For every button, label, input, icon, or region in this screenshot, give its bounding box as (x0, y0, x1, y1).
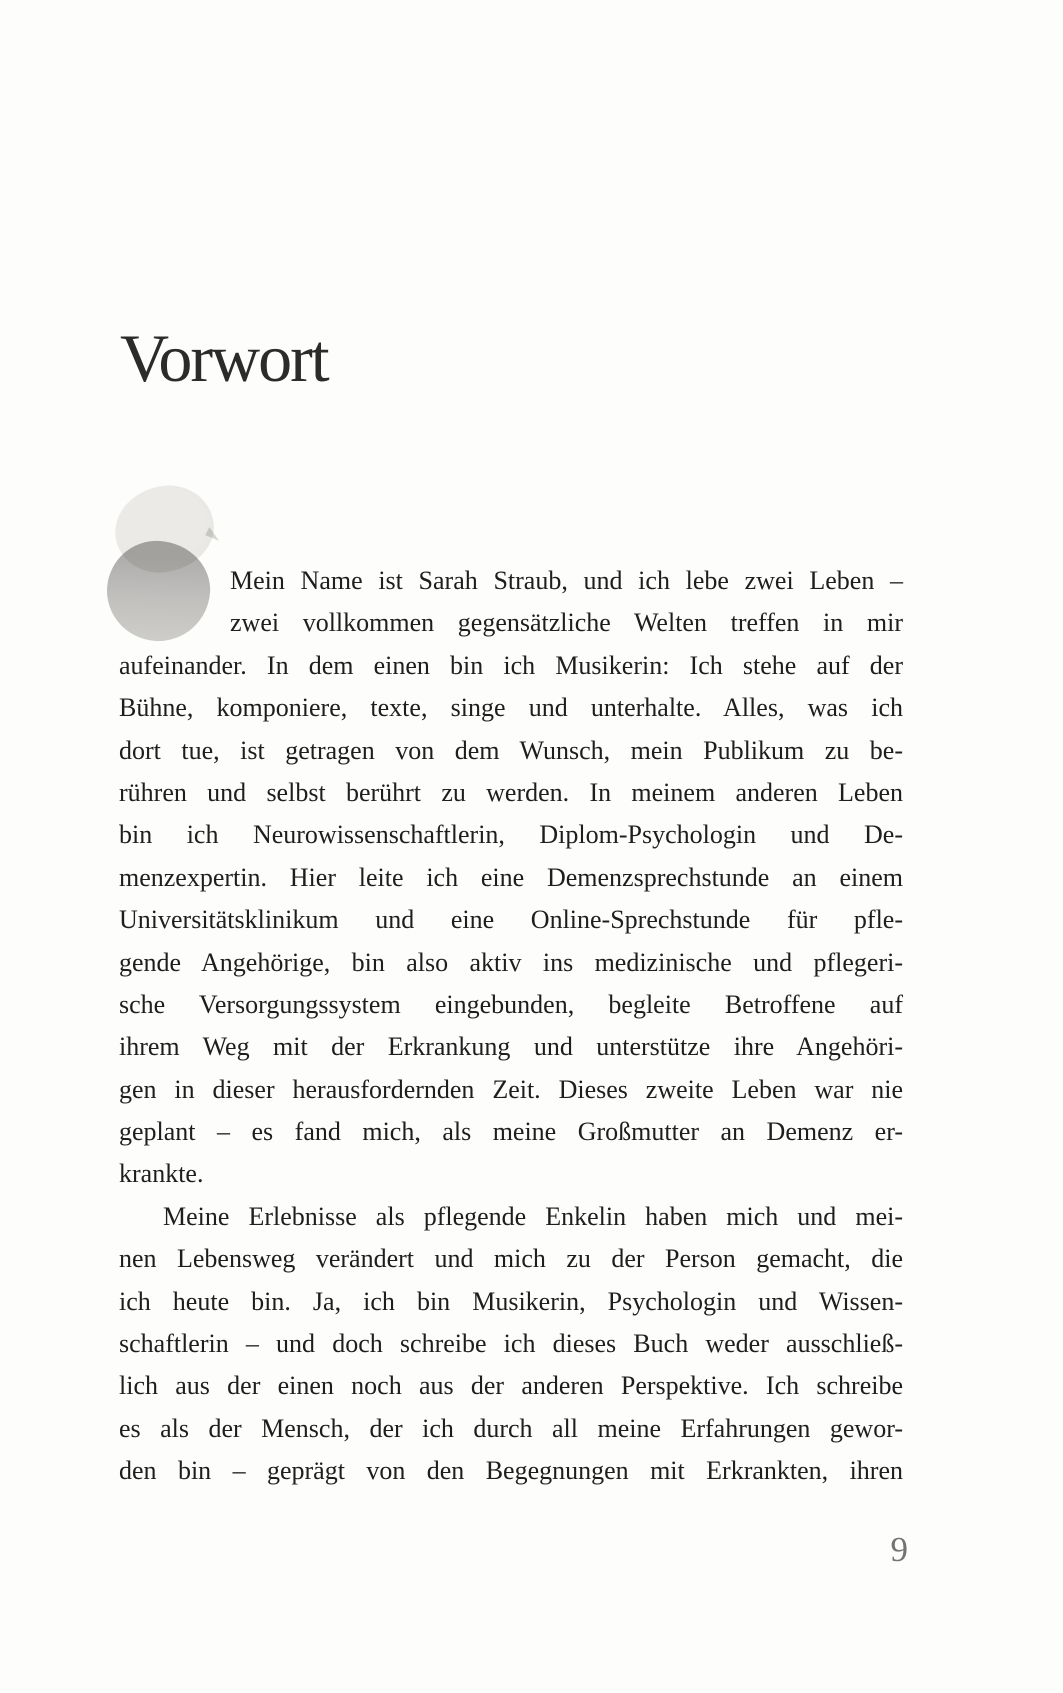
text-line: Mein Name ist Sarah Straub, und ich lebe zwei Leben – (230, 566, 903, 595)
text-line: gen in dieser herausfordernden Zeit. Dieses zweite Leben war nie (119, 1074, 903, 1104)
body-text (119, 560, 903, 1493)
text-line: nen Lebensweg verändert und mich zu der Person gemacht, die (119, 1244, 903, 1274)
text-line: Universitätsklinikum und eine Online-Sprechstunde für pfle- (119, 905, 903, 935)
text-line: ihrem Weg mit der Erkrankung und unterstütze ihre Angehöri- (119, 1032, 903, 1062)
text-line: bin ich Neurowissenschaftlerin, Diplom-Psychologin und De- (119, 820, 903, 850)
text-line: schaftlerin – und doch schreibe ich dieses Buch weder ausschließ- (119, 1329, 903, 1359)
text-line: menzexpertin. Hier leite ich eine Demenzsprechstunde an einem (119, 862, 903, 892)
text-line: sche Versorgungssystem eingebunden, begleite Betroffene auf (119, 989, 903, 1019)
text-line: Bühne, komponiere, texte, singe und unterhalte. Alles, was ich (119, 693, 903, 723)
text-line: den bin – geprägt von den Begegnungen mit Erkrankten, ihren (119, 1456, 903, 1486)
text-line: aufeinander. In dem einen bin ich Musikerin: Ich stehe auf der (119, 650, 903, 680)
text-line: geplant – es fand mich, als meine Großmutter an Demenz er- (119, 1117, 903, 1147)
text-line: zwei vollkommen gegensätzliche Welten treffen in mir (230, 608, 903, 638)
chapter-heading: Vorwort (120, 320, 328, 396)
text-line: gende Angehörige, bin also aktiv ins medizinische und pflegeri- (119, 947, 903, 977)
text-line: es als der Mensch, der ich durch all meine Erfahrungen gewor- (119, 1413, 903, 1443)
text-line: ich heute bin. Ja, ich bin Musikerin, Psychologin und Wissen- (119, 1286, 903, 1316)
text-line: dort tue, ist getragen von dem Wunsch, mein Publikum zu be- (119, 735, 903, 765)
text-line: krankte. (119, 1159, 204, 1189)
page-number: 9 (890, 1530, 908, 1569)
text-line: Meine Erlebnisse als pflegende Enkelin haben mich und mei- (163, 1201, 903, 1231)
text-line: lich aus der einen noch aus der anderen Perspektive. Ich schreibe (119, 1371, 903, 1401)
text-line: rühren und selbst berührt zu werden. In meinem anderen Leben (119, 777, 903, 807)
